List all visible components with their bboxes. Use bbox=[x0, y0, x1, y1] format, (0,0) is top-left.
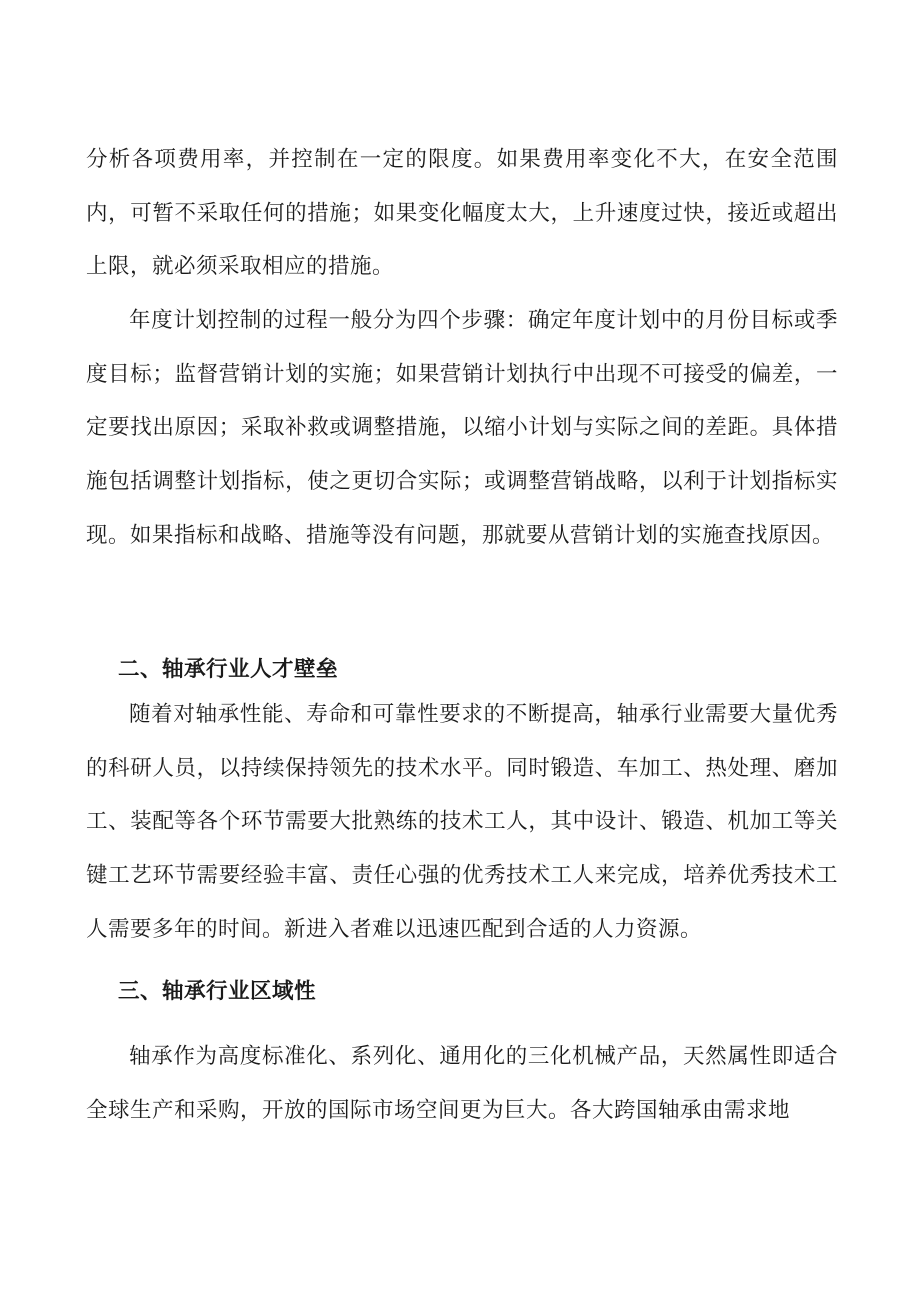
paragraph-regional: 轴承作为高度标准化、系列化、通用化的三化机械产品，天然属性即适合全球生产和采购，开放的国际市场空间更为巨大。各大跨国轴承由需求地 bbox=[86, 1044, 838, 1123]
section-heading-regional: 三、轴承行业区域性 bbox=[118, 979, 317, 1004]
paragraph-expense-rate-control: 分析各项费用率，并控制在一定的限度。如果费用率变化不大，在安全范围内，可暂不采取任何的措施；如果变化幅度太大，上升速度过快，接近或超出上限，就必须采取相应的措施。 bbox=[86, 147, 838, 280]
section-heading-talent-barrier: 二、轴承行业人才壁垒 bbox=[118, 657, 339, 682]
paragraph-annual-plan-control: 年度计划控制的过程一般分为四个步骤：确定年度计划中的月份目标或季度目标；监督营销计划的实施；如果营销计划执行中出现不可接受的偏差，一定要找出原因；采取补救或调整措施，以缩小计划与实际之间的差距。具体措施包括调整计划指标，使之更切合实际；或调整营销战略，以利于计划指标实现。如果指标和战略、措施等没有问题，那就要从营销计划的实施查找原因。 bbox=[86, 308, 838, 548]
paragraph-talent-barrier: 随着对轴承性能、寿命和可靠性要求的不断提高，轴承行业需要大量优秀的科研人员，以持续保持领先的技术水平。同时锻造、车加工、热处理、磨加工、装配等各个环节需要大批熟练的技术工人，其中设计、锻造、机加工等关键工艺环节需要经验丰富、责任心强的优秀技术工人来完成，培养优秀技术工人需要多年的时间。新进入者难以迅速匹配到合适的人力资源。 bbox=[86, 702, 838, 942]
